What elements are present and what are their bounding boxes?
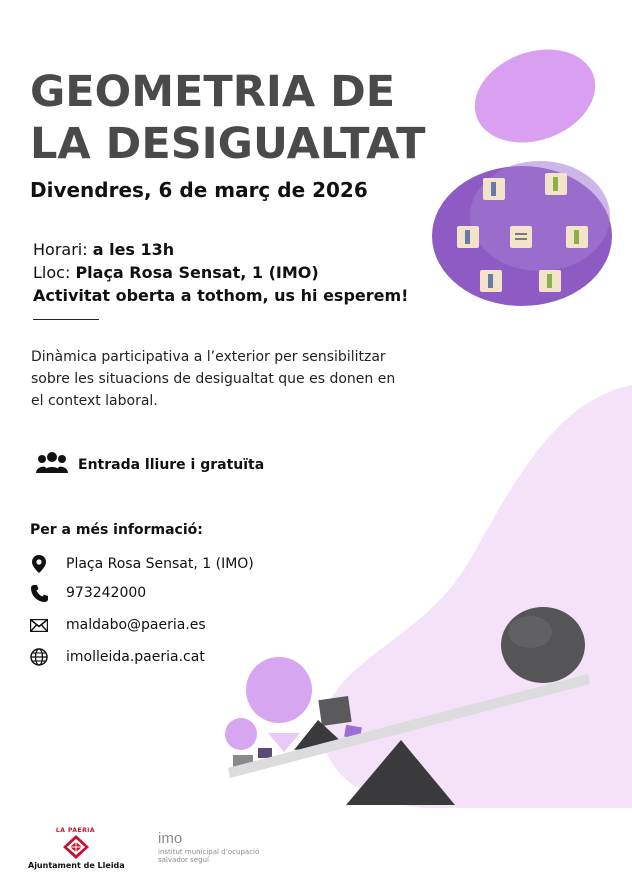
envelope-icon	[30, 616, 48, 634]
poster-title	[30, 66, 470, 170]
contact-address	[30, 555, 254, 573]
contact-phone-text[interactable]: 973242000	[66, 585, 147, 601]
place-value: Plaça Rosa Sensat, 1 (IMO)	[75, 263, 319, 282]
lilac-blob	[462, 33, 609, 158]
schedule-label: Horari:	[33, 240, 88, 259]
ajuntament-name: Ajuntament de Lleida	[28, 861, 125, 870]
contact-email-text[interactable]: maldabo@paeria.es	[66, 617, 206, 633]
contact-phone	[30, 584, 146, 602]
title-line-2: LA DESIGUALTAT	[30, 119, 426, 169]
divider	[33, 319, 99, 320]
schedule-value: a les 13h	[92, 240, 175, 259]
people-icon	[36, 451, 68, 479]
light-lilac-wave	[322, 385, 632, 808]
phone-icon	[30, 584, 48, 602]
imo-logo	[158, 832, 259, 864]
contact-email	[30, 616, 206, 634]
paeria-label: LA PAERIA	[55, 827, 96, 834]
contact-web	[30, 648, 205, 666]
equality-tiles-image	[432, 161, 612, 306]
entry-row	[36, 451, 264, 479]
ajuntament-logo	[28, 827, 123, 870]
place-line	[33, 263, 319, 282]
entry-label: Entrada lliure i gratuïta	[78, 457, 265, 473]
title-line-1: GEOMETRIA DE	[30, 67, 396, 117]
contact-web-text[interactable]: imolleida.paeria.cat	[66, 649, 205, 665]
coat-of-arms-icon	[63, 835, 89, 859]
contact-address-text: Plaça Rosa Sensat, 1 (IMO)	[66, 556, 254, 572]
open-activity-text: Activitat oberta a tothom, us hi esperem!	[33, 286, 409, 305]
event-date: Divendres, 6 de març de 2026	[30, 178, 368, 202]
open-activity-line	[33, 286, 408, 305]
location-pin-icon	[30, 555, 48, 573]
event-description: Dinàmica participativa a l’exterior per sensibilitzar sobre les situacions de desigualtat que es donen en el context laboral.	[31, 349, 396, 409]
globe-icon	[30, 648, 48, 666]
schedule-line	[33, 240, 174, 259]
place-label: Lloc:	[33, 263, 71, 282]
imo-line-2: salvador seguí	[158, 856, 209, 864]
imo-line-1: institut municipal d’ocupació	[158, 848, 260, 856]
imo-mark: imo	[158, 830, 183, 847]
more-info-title: Per a més informació:	[30, 522, 203, 538]
